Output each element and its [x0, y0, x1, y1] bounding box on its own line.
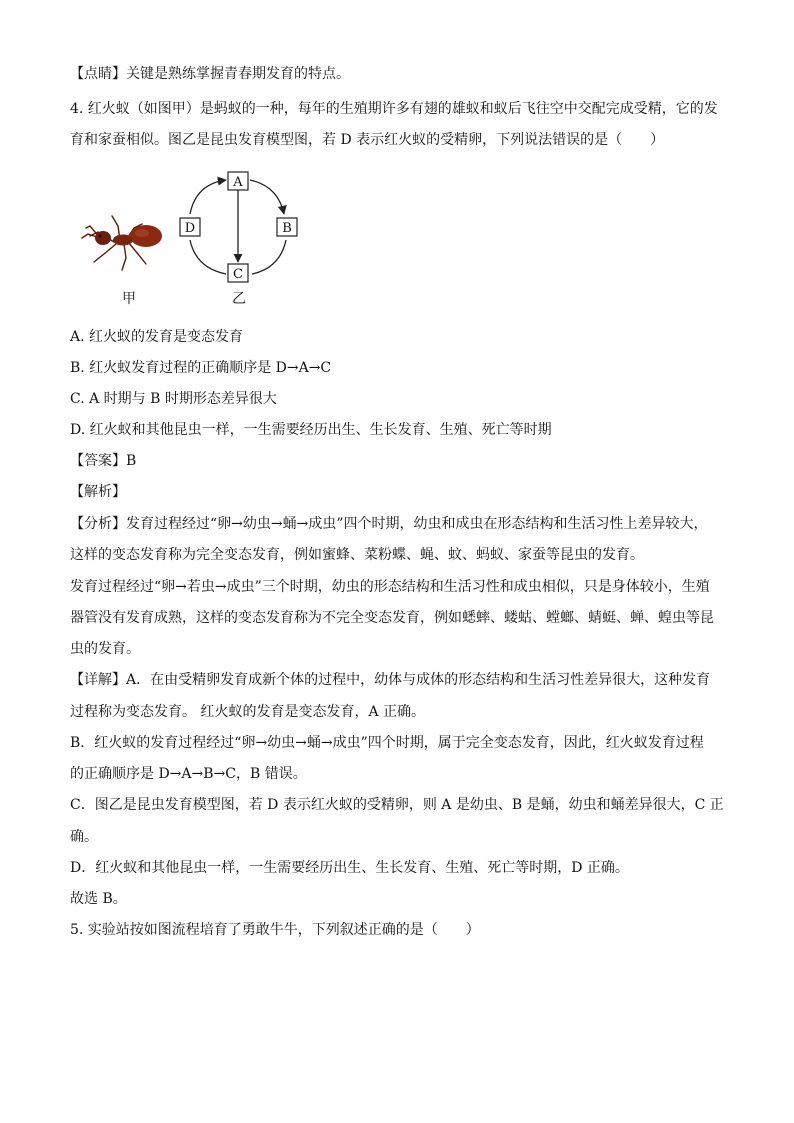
ant-photo	[76, 202, 176, 282]
detail-line-4: 的正确顺序是 D→A→B→C，B 错误。	[70, 766, 307, 782]
analysis-line-2: 这样的变态发育称为完全变态发育，例如蜜蜂、菜粉蝶、蝇、蚊、蚂蚁、家蚕等昆虫的发育。	[70, 547, 644, 563]
node-d	[180, 218, 200, 236]
option-c: C. A 时期与 B 时期形态差异很大	[70, 391, 277, 407]
arrow-d-to-a	[190, 180, 226, 214]
detail-line-1: 【详解】A．在由受精卵发育成新个体的过程中，幼体与成体的形态结构和生活习性差异很大，这种发育	[70, 672, 711, 688]
arrow-c-to-d	[190, 240, 226, 274]
question-4-figure	[70, 166, 300, 314]
node-c	[228, 264, 248, 282]
option-a: A. 红火蚁的发育是变态发育	[70, 329, 244, 345]
node-a	[228, 172, 248, 190]
detail-line-7: D．红火蚁和其他昆虫一样，一生需要经历出生、生长发育、生殖、死亡等时期，D 正确。	[70, 860, 629, 876]
insect-development-diagram	[172, 166, 302, 296]
node-b	[277, 218, 297, 236]
analysis-line-5: 虫的发育。	[70, 641, 140, 657]
detail-line-3: B．红火蚁的发育过程经过“卵→幼虫→蛹→成虫”四个时期，属于完全变态发育，因此，红火蚁发育过程	[70, 735, 704, 751]
figure-caption-yi: 乙	[232, 291, 246, 307]
svg-text:A: A	[233, 175, 243, 190]
figure-caption-jia: 甲	[122, 291, 136, 307]
option-d: D. 红火蚁和其他昆虫一样，一生需要经历出生、生长发育、生殖、死亡等时期	[70, 422, 552, 438]
answer-line: 【答案】B	[70, 453, 137, 469]
question-4-text-line-2: 育和家蚕相似。图乙是昆虫发育模型图，若 D 表示红火蚁的受精卵，下列说法错误的是（ ）	[70, 132, 665, 148]
option-b: B. 红火蚁发育过程的正确顺序是 D→A→C	[70, 360, 332, 376]
arrow-a-to-b	[250, 180, 284, 214]
analysis-line-1: 【分析】发育过程经过“卵→幼虫→蛹→成虫”四个时期，幼虫和成虫在形态结构和生活习性上差异较大，	[70, 516, 708, 532]
svg-text:B: B	[282, 221, 292, 236]
detail-line-5: C．图乙是昆虫发育模型图，若 D 表示红火蚁的受精卵，则 A 是幼虫、B 是蛹，幼虫和蛹差异很大，C 正	[70, 797, 724, 813]
svg-text:D: D	[184, 221, 196, 236]
detail-line-8: 故选 B。	[70, 891, 127, 907]
tip-line: 【点睛】关键是熟练掌握青春期发育的特点。	[70, 66, 350, 82]
analysis-line-4: 器管没有发育成熟，这样的变态发育称为不完全变态发育，例如蟋蟀、蝼蛄、螳螂、蜻蜓、蝉、蝗虫等昆	[70, 610, 714, 626]
svg-text:C: C	[233, 267, 243, 282]
question-4-text-line-1: 4. 红火蚁（如图甲）是蚂蚁的一种，每年的生殖期许多有翅的雄蚁和蚁后飞往空中交配完成受精，它的发	[70, 101, 718, 117]
question-5-text: 5. 实验站按如图流程培育了勇敢牛牛，下列叙述正确的是（ ）	[70, 922, 480, 938]
analysis-line-3: 发育过程经过“卵→若虫→成虫”三个时期，幼虫的形态结构和生活习性和成虫相似，只是身体较小，生殖	[70, 579, 710, 595]
detail-line-6: 确。	[70, 829, 98, 845]
detail-line-2: 过程称为变态发育。 红火蚁的发育是变态发育，A 正确。	[70, 704, 426, 720]
arrow-b-to-c	[252, 240, 286, 274]
analysis-heading: 【解析】	[70, 484, 126, 500]
